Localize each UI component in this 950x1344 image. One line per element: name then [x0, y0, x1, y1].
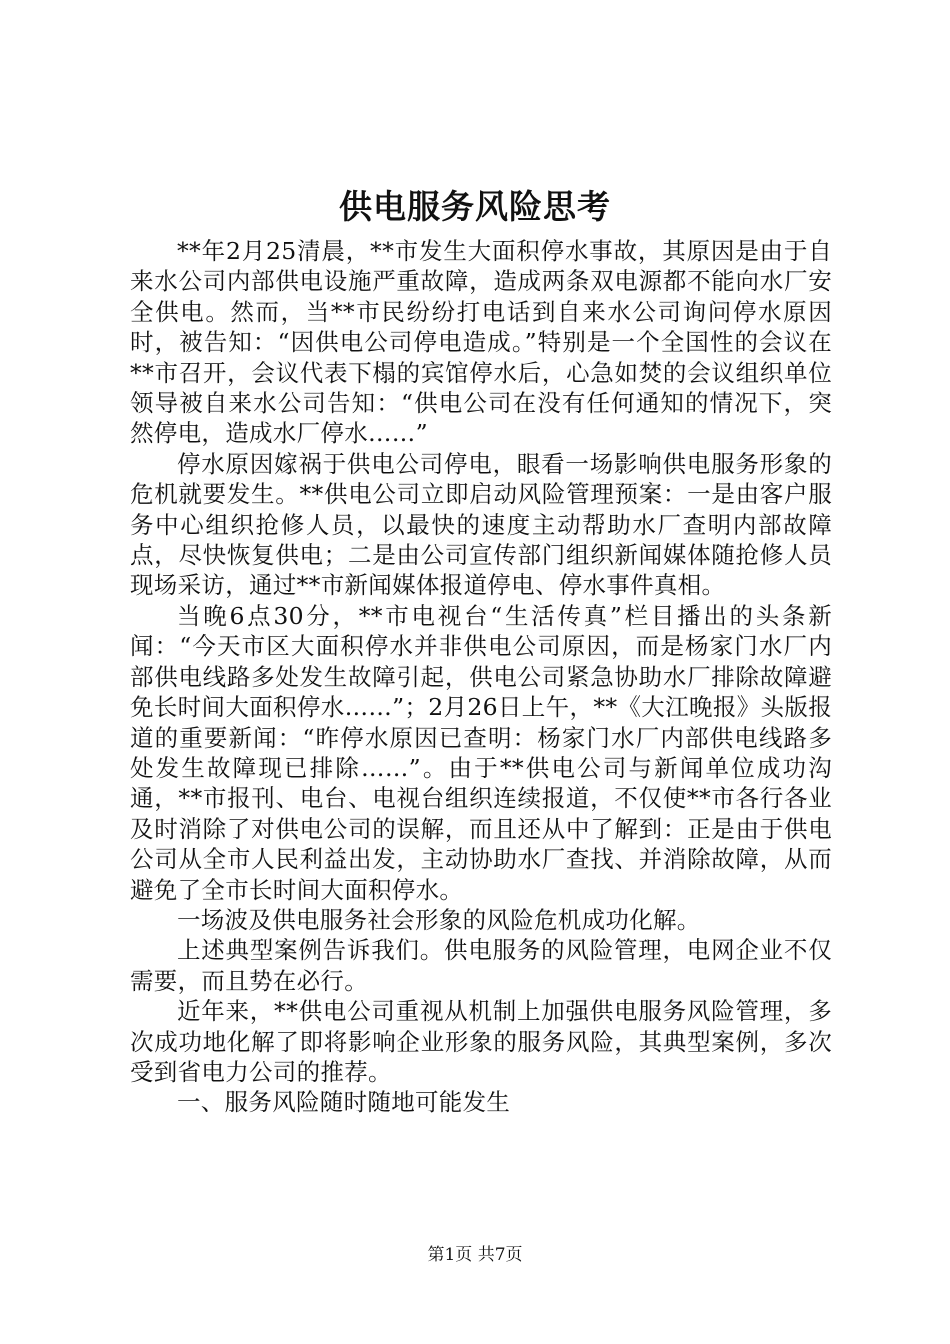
document-title: 供电服务风险思考 — [339, 187, 611, 226]
paragraph: **年2月25清晨，**市发生大面积停水事故，其原因是由于自来水公司内部供电设施严重故障，造成两条双电源都不能向水厂安全供电。然而，当**市民纷纷打电话到自来水公司询问停水原因时，被告知：“因供电公司停电造成。”特别是一个全国性的会议在**市召开，会议代表下榻的宾馆停水后，心急如焚的会议组织单位领导被自来水公司告知：“供电公司在没有任何通知的情况下，突然停电，造成水厂停水……” — [130, 237, 832, 448]
paragraph: 停水原因嫁祸于供电公司停电，眼看一场影响供电服务形象的危机就要发生。**供电公司立即启动风险管理预案：一是由客户服务中心组织抢修人员，以最快的速度主动帮助水厂查明内部故障点，尽快恢复供电；二是由公司宣传部门组织新闻媒体随抢修人员现场采访，通过**市新闻媒体报道停电、停水事件真相。 — [130, 449, 832, 600]
paragraph: 上述典型案例告诉我们。供电服务的风险管理，电网企业不仅需要，而且势在必行。 — [130, 936, 832, 995]
paragraph: 当晚6点30分，**市电视台“生活传真”栏目播出的头条新闻：“今天市区大面积停水并非供电公司原因，而是杨家门水厂内部供电线路多处发生故障引起，供电公司紧急协助水厂排除故障避免长时间大面积停水……”；2月26日上午，**《大江晚报》头版报道的重要新闻：“昨停水原因已查明：杨家门水厂内部供电线路多处发生故障现已排除……”。由于**供电公司与新闻单位成功沟通，**市报刊、电台、电视台组织连续报道，不仅使**市各行各业及时消除了对供电公司的误解，而且还从中了解到：正是由于供电公司从全市人民利益出发，主动协助水厂查找、并消除故障，从而避免了全市长时间大面积停水。 — [130, 601, 832, 904]
document-body — [130, 236, 832, 1118]
paragraph: 近年来，**供电公司重视从机制上加强供电服务风险管理，多次成功地化解了即将影响企业形象的服务风险，其典型案例，多次受到省电力公司的推荐。 — [130, 997, 832, 1086]
page-footer: 第1页 共7页 — [427, 1245, 523, 1265]
paragraph: 一场波及供电服务社会形象的风险危机成功化解。 — [177, 905, 701, 934]
section-heading: 一、服务风险随时随地可能发生 — [177, 1088, 511, 1117]
